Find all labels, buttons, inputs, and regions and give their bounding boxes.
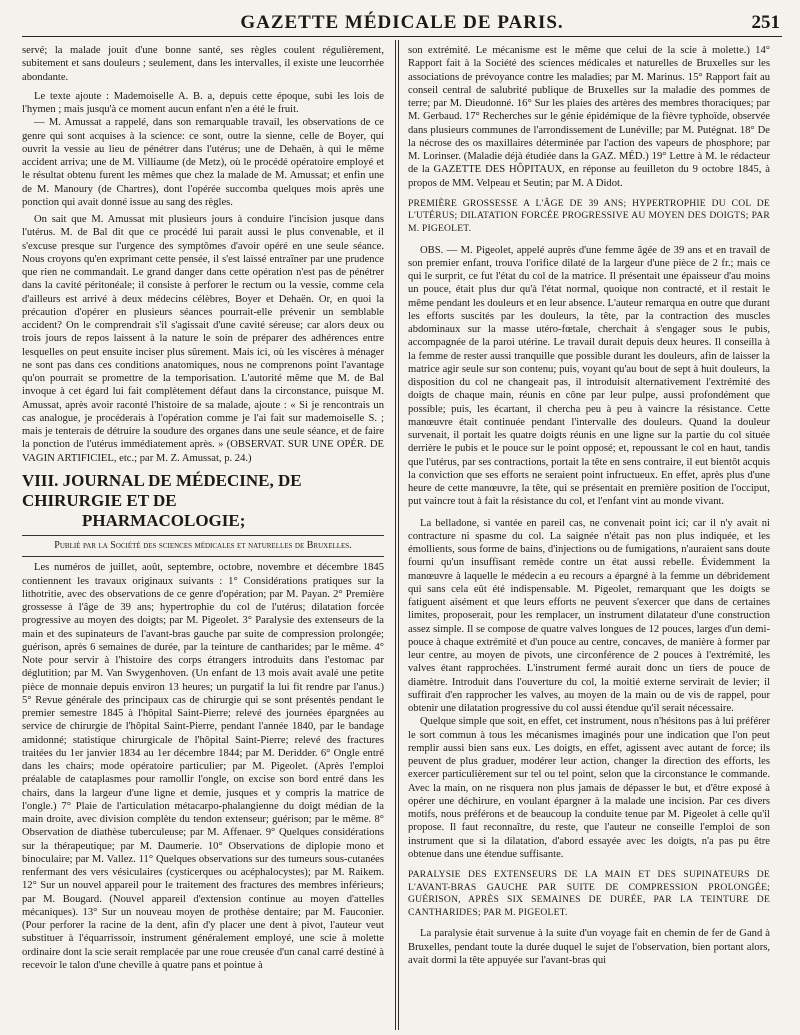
journal-title: GAZETTE MÉDICALE DE PARIS.: [240, 12, 564, 33]
left-paragraph-4: On sait que M. Amussat mit plusieurs jours à conduire l'incision jusque dans l'utérus. M. de Bal dit que ce procédé lui parait aussi le plus convenable, et il s'excuse presque sur l'urgence des symptômes d'avoir opéré en une seule séance. Nous croyons qu'en exprimant cette pensée, il s'est laissé entraîner par une prudence que rien ne commandait. Le grand danger dans cette opération n'est pas de pénétrer dans la cavité péritonéale; il consiste à perforer le rectum ou la vessie, comme cela d'ailleurs est arrivé à deux médecins célèbres, Boyer et Dehaën. Or, en quoi la précaution d'opérer en plusieurs séances pourrait-elle prévenir un semblable accident? On le comprendrait s'il s'agissait d'une cavité séreuse; car alors deux ou trois jours de repos laissent à la nature le soin de préparer des adhérences entre lesquelles on peut ensuite inciser plus sûrement. Mais ici, où les viscères à ménager ne sont pas dans ces conditions anatomiques, nous ne comprenons point l'avantage qu'on pourrait se promettre de la temporisation. L'autorité même que M. de Bal invoque à cet égard lui fait complètement défaut dans la circonstance, puisque M. Amussat, après avoir raconté l'histoire de sa malade, ajoute : « Si je rencontrais un cas analogue, je procéderais à l'opération comme je l'ai fait sur mademoiselle S. ; mais je tenterais de détruire la soudure des organes dans une seule séance, et de faire la ponction de l'utérus immédiatement après. » (OBSERVAT. SUR UNE OPÉR. DE VAGIN ARTIFICIEL, etc.; par M. Z. Amussat, p. 24.): [22, 214, 384, 464]
section-heading-line-2: PHARMACOLOGIE;: [82, 510, 246, 530]
right-paragraph-4: La paralysie était survenue à la suite d'un voyage fait en chemin de fer de Gand à Bruxelles, pendant toute la durée duquel le sujet de l'observation, bien portant alors, avait dormi la tête appuyée sur l'avant-bras qui: [408, 928, 770, 966]
column-divider: [395, 40, 396, 1030]
right-column: [408, 44, 770, 967]
column-divider-second: [398, 40, 399, 1030]
page-number: 251: [751, 12, 780, 33]
left-paragraph-2: Le texte ajoute : Mademoiselle A. B. a, depuis cette époque, subi les lois de l'hymen ; mais jusqu'à ce moment aucun enfant n'en a été le fruit.: [22, 90, 384, 115]
right-paragraph-3: Quelque simple que soit, en effet, cet instrument, nous n'hésitons pas à lui préférer le sort commun à tous les mécanismes imaginés pour une indication que l'on peut remplir aussi bien sans eux. Les doigts, en effet, agissent avec autant de force; ils peuvent de plus graduer, modérer leur action, changer la direction des efforts, les exercer particulièrement sur tel ou tel point, selon que la circonstance le commande. Avec la main, on ne risquera non plus jamais de dépasser le but, et d'être exposé à opérer une déchirure, en voulant épargner à la malade une incision. Par ces divers motifs, nous préférons et de beaucoup la conduite tenue par M. Pigeolet à celle qu'il propose. Il faut reconnaître, du reste, que l'auteur ne conseille l'emploi de son instrument que si la dilatation, d'abord essayée avec les doigts, n'a pas pu être obtenue dans une étendue suffisante.: [408, 716, 770, 860]
publisher-rule: [22, 556, 384, 557]
article-heading-1: PREMIÈRE GROSSESSE A L'ÂGE DE 39 ANS; HYPERTROPHIE DU COL DE L'UTÉRUS; DILATATION FORCÉE PROGRESSIVE AU MOYEN DES DOIGTS; PAR M. PIGEOLET.: [408, 197, 770, 234]
left-paragraph-5: Les numéros de juillet, août, septembre, octobre, novembre et décembre 1845 contiennent les travaux originaux suivants : 1° Considérations pratiques sur la lithotritie, avec des observations de ce genre d'opération; par M. Payan. 2° Première grossesse à l'âge de 39 ans; hypertrophie du col de l'utérus; dilatation forcée progressive au moyen des doigts; par M. Pigeolet. 3° Paralysie des extenseurs de la main et des supinateurs de l'avant-bras gauche par suite de compression prolongée; guérison, après 6 semaines de durée, par la teinture de cantharides; par le même. 4° Note pour servir à l'histoire des corps étrangers introduits dans l'estomac par déglutition; par M. Van Swygenhoven. (Un enfant de 13 mois avait avalé une petite pièce de monnaie depuis environ 13 heures; un purgatif la lui fit rendre par l'anus.) 5° Revue générale des principaux cas de chirurgie qui se sont présentés pendant le premier semestre 1845 à l'hôpital Saint-Pierre; relevé des journées épargnées au service de chirurgie de l'hôpital Saint-Pierre, pendant l'année 1840, par le bandage amidonné; statistique chirurgicale de l'hôpital Saint-Pierre; relevé des fractures traitées du 1er janvier 1834 au 1er décembre 1844; par M. Deridder. 6° Ongle entré dans les chairs; mode opératoire particulier; par M. Pigeolet. (Après l'emploi préalable de cataplasmes pour ramollir l'ongle, on excise son bord entré dans les chairs, dans la largeur d'une ligne et demie, jusques et y compris la matrice de l'ongle.) 7° Plaie de l'articulation métacarpo-phalangienne du doigt médian de la main droite, avec division complète du tendon extenseur; guérison; par le même. 8° Observation de diathèse tuberculeuse; par M. Affenaer. 9° Quelques considérations sur la thérapeutique; par M. Daumerie. 10° Observations de diplopie mono et binoculaire; par M. Vallez. 11° Quelques observations sur des tumeurs sous-cutanées renfermant des vers vésiculaires (cysticerques ou acéphalocystes); par M. Raikem. 12° Sur un nouvel appareil pour le traitement des fractures des membres inférieurs; par M. Bougard. (Nouvel appareil d'extension continue au moyen d'attelles mécaniques). 13° Sur un nouveau moyen de prothèse dentaire; par M. Fauconier. (Pour perforer la racine de la dent, afin d'y placer une dent à pivot, l'auteur veut substituer à l'équarrissoir, instrument généralement employé, une scie à molette ordinaire dont la scie serait remplacée par une roue creusée d'un canal carré destiné à recevoir le talon d'une cheville à quatre pans et pointue à: [22, 562, 384, 971]
section-rule: [22, 535, 384, 536]
right-paragraph-2: La belladone, si vantée en pareil cas, ne convenait point ici; car il n'y avait ni contracture ni spasme du col. La saignée n'était pas non plus indiquée, et les émollients, sous forme de bains, d'injections ou de fumigations, n'auraient sans doute fourni qu'un insuffisant remède contre un état aussi rebelle. Évidemment la manœuvre à laquelle le médecin a eu recours a épargné à la femme un débridement qui sans cela eût été indispensable. M. Pigeolet, remarquant que les doigts se fatiguent aisément et que leurs efforts ne peuvent s'exercer que dans de certaines limites, proposerait, pour les remplacer, un instrument dilatateur d'une construction assez simple. Il se compose de quatre valves longues de 12 pouces, larges d'un demi-pouce à chaque extrémité et d'un pouce au centre, concaves, de manière à former par leur centre, au moyen de pivots, une circonférence de 2 pouces à l'extrémité, les valves étant rapprochées. L'instrument fermé aurait donc un tiers de pouce de diamètre. Introduit dans l'ouverture du col, la moitié externe servirait de levier; il suffirait d'en rapprocher les valves, au moyen de la main ou de vis de rappel, pour obtenir une dilatation progressive du col aussi étendue qu'il serait nécessaire.: [408, 517, 770, 715]
left-paragraph-3: — M. Amussat a rappelé, dans son remarquable travail, les observations de ce genre qui sont acquises à la science: ce sont, outre la sienne, celle de Boyer, qui ouvrit la vessie au lieu de pénétrer dans l'utérus; une de Dehaën, à qui le même accident arriva; une de M. Villiaume (de Metz), où le procédé opératoire employé et le résultat obtenu furent les mêmes que chez la malade de M. Amussat; et enfin une de M. Manoury (de Chartres), dont l'opérée succomba quelques mois après une ponction qui avait donné issue au sang des règles.: [22, 117, 384, 208]
observation-paragraph: OBS. — M. Pigeolet, appelé auprès d'une femme âgée de 39 ans et en travail de son premier enfant, trouva l'orifice dilaté de la largeur d'une pièce de 2 fr.; mais ce qui le surprit, ce fut l'état du col de la matrice. Il présentait une épaisseur d'au moins un pouce, était plus dur qu'à l'état normal, quoique non contracté, et il restait le même pendant les douleurs et en leur absence. L'auteur remarqua en outre que durant les efforts suscités par les douleurs, la tête, par la contraction des muscles abdominaux sur la masse utéro-fœtale, cherchait à s'engager sous le pubis, accompagnée de la paroi utérine. Le travail durait depuis deux heures. Il conseilla à la femme de rester aussi tranquille que possible durant les douleurs, afin de laisser la matrice agir seule sur son contenu; puis, voyant qu'au bout de sept à huit douleurs, la disposition du col ne changeait pas, il introduisit alternativement l'extrémité des doigts de chaque main, réunis en cône par leur pulpe, aussi profondément que possible; puis, les écartant, il chercha peu à peu à vaincre la résistance. Cette manœuvre était continuée pendant l'intervalle des douleurs. Quand la douleur survenait, il portait les quatre doigts réunis en une ligne sur la partie du col située derrière le pubis et le pouce sur le point opposé; et, repoussant le col en haut, tandis que l'utérus, par ses contractions, portait la tête en sens contraire, il eut bientôt acquis la conviction que ses efforts ne seraient point infructueux. En effet, après plus d'une heure de cette manœuvre, la tête, qui se présentait en première position de l'occiput, put vaincre tout à fait la résistance du col, et l'enfant vint au monde vivant.: [408, 244, 770, 508]
left-column: [22, 44, 384, 972]
page-header: [22, 10, 782, 37]
section-heading: [22, 471, 384, 531]
section-heading-line-1: VIII. JOURNAL DE MÉDECINE, DE CHIRURGIE ET DE: [22, 470, 302, 510]
publisher-line: Publié par la Société des sciences médicales et naturelles de Bruxelles.: [54, 539, 352, 551]
right-paragraph-1: son extrémité. Le mécanisme est le même que celui de la scie à molette.) 14° Rapport fait à la Société des sciences médicales et naturelles de Bruxelles sur les associations de prévoyance contre les maladies; par M. Marinus. 15° Rapport fait au conseil central de salubrité publique de Bruxelles sur la maladie des pommes de terre; par M. Dieudonné. 16° Sur les plaies des artères des membres thoraciques; par M. Gerbaud. 17° Recherches sur le génie épidémique de la fièvre typhoïde, observée dans plusieurs communes de l'arrondissement de Lunéville; par M. Putégnat. 18° De la nécrose des os maxillaires déterminée par l'action des vapeurs de phosphore; par M. Lorinser. (Maladie déjà étudiée dans la GAZ. MÉD.) 19° Lettre à M. le rédacteur de la GAZETTE DES HÔPITAUX, en réponse au feuilleton du 9 octobre 1845, à propos de MM. Velpeau et Seutin; par M. A Didot.: [408, 45, 770, 189]
article-heading-2: PARALYSIE DES EXTENSEURS DE LA MAIN ET DES SUPINATEURS DE L'AVANT-BRAS GAUCHE PAR SUITE DE COMPRESSION PROLONGÉE; GUÉRISON, APRÈS SIX SEMAINES DE DURÉE, PAR LA TEINTURE DE CANTHARIDES; PAR M. PIGEOLET.: [408, 869, 770, 918]
left-paragraph-1: servé; la malade jouit d'une bonne santé, ses règles coulent régulièrement, subitement et sans douleurs ; seulement, dans les intervalles, il existe une leucorrhée abondante.: [22, 45, 384, 83]
